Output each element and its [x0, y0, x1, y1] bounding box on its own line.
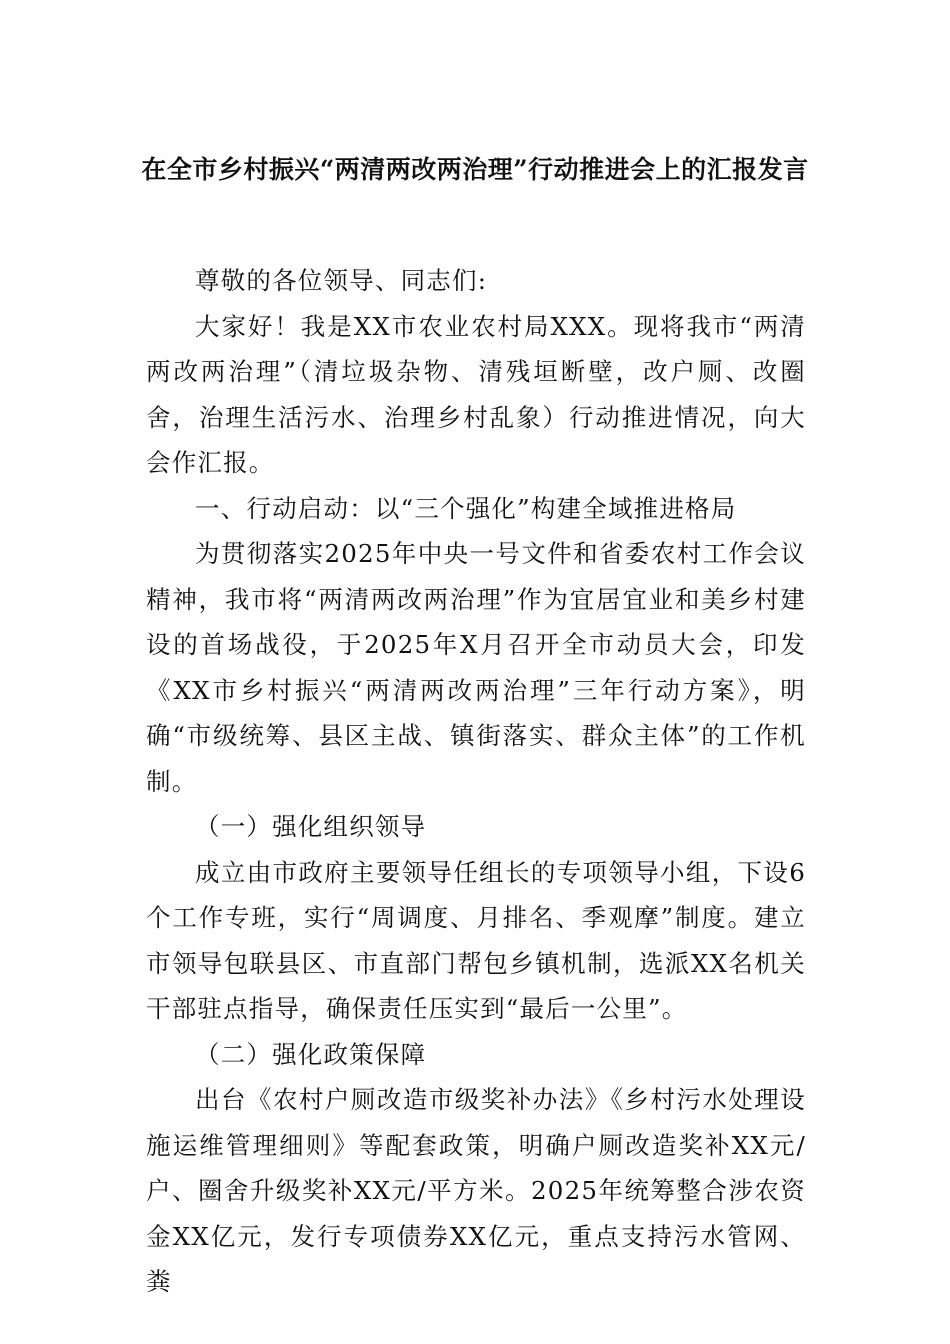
- salutation: 尊敬的各位领导、同志们:: [195, 266, 488, 295]
- subsection-heading: （二）强化政策保障: [195, 1039, 427, 1069]
- document-body: [146, 258, 806, 1305]
- paragraph: 为贯彻落实2025年中央一号文件和省委农村工作会议精神，我市将“两清两改两治理”作为宜居宜业和美乡村建设的首场战役，于2025年X月召开全市动员大会，印发《XX市乡村振兴“两清两改两治理”三年行动方案》，明确“市级统筹、县区主战、镇街落实、群众主体”的工作机制。: [146, 539, 806, 796]
- paragraph: 成立由市政府主要领导任组长的专项领导小组，下设6个工作专班，实行“周调度、月排名、季观摩”制度。建立市领导包联县区、市直部门帮包乡镇机制，选派XX名机关干部驻点指导，确保责任压实到“最后一公里”。: [146, 857, 806, 1023]
- paragraph: 出台《农村户厕改造市级奖补办法》《乡村污水处理设施运维管理细则》等配套政策，明确户厕改造奖补XX元/户、圈舍升级奖补XX元/平方米。2025年统筹整合涉农资金XX亿元，发行专项债券XX亿元，重点支持污水管网、粪: [146, 1085, 806, 1296]
- document-title: 在全市乡村振兴“两清两改两治理”行动推进会上的汇报发言: [141, 155, 809, 184]
- section-heading: 一、行动启动：以“三个强化”构建全域推进格局: [195, 493, 737, 523]
- subsection-heading: （一）强化组织领导: [195, 812, 427, 841]
- paragraph: 大家好！我是XX市农业农村局XXX。现将我市“两清两改两治理”（清垃圾杂物、清残垣断壁，改户厕、改圈舍，治理生活污水、治理乡村乱象）行动推进情况，向大会作汇报。: [146, 311, 806, 477]
